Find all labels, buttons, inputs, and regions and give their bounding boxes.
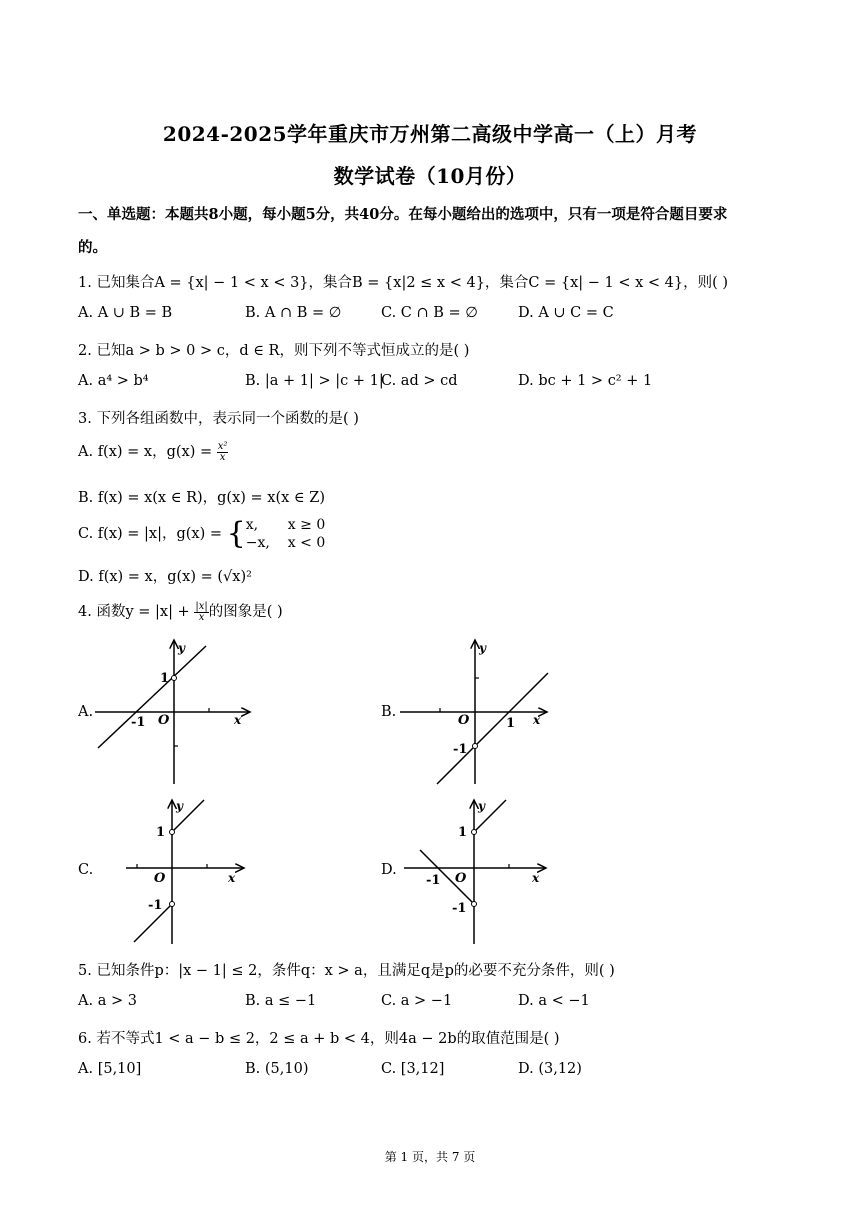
q3-a-denominator: x: [219, 451, 226, 463]
q2-option-d: D. bc + 1 > c² + 1: [518, 373, 653, 389]
section-header: 一、单选题：本题共8小题，每小题5分，共40分。在每小题给出的选项中，只有一项是符合题目要求: [78, 206, 728, 223]
q1-option-a: A. A ∪ B = B: [78, 305, 173, 321]
hollow-point: [473, 744, 478, 749]
q2-stem: 2. 已知a > b > 0 > c，d ∈ R，则下列不等式恒成立的是( ): [78, 343, 470, 359]
hollow-point-lower: [170, 902, 175, 907]
q4-stem-post: 的图象是( ): [208, 604, 283, 620]
tick-label-minus-1: -1: [148, 898, 163, 913]
q1-option-d: D. A ∪ C = C: [518, 305, 614, 321]
axis-label-y: y: [479, 641, 486, 655]
axis-label-x: x: [228, 871, 236, 885]
q3-option-c: [78, 516, 325, 552]
hollow-point-upper: [170, 830, 175, 835]
page-footer: 第 1 页，共 7 页: [384, 1150, 476, 1164]
q3-option-b: B. f(x) = x(x ∈ R)，g(x) = x(x ∈ Z): [78, 490, 325, 506]
q2-option-a: A. a⁴ > b⁴: [78, 373, 149, 389]
q3-c-cond-col: [288, 516, 325, 552]
q4-stem-fraction: [194, 602, 208, 623]
q3-a-numerator: x²: [217, 440, 228, 452]
q1-option-c: C. C ∩ B = ∅: [381, 305, 478, 321]
tick-label-minus-1: -1: [131, 715, 146, 730]
q2-option-c: C. ad > cd: [381, 373, 458, 389]
q4-graph-a: [90, 636, 260, 786]
tick-label-1: 1: [160, 671, 170, 686]
q4-denominator: x: [198, 611, 205, 623]
q5-stem: 5. 已知条件p：|x − 1| ≤ 2，条件q：x > a，且满足q是p的必要不充分条件，则( ): [78, 963, 615, 979]
axis-label-y: y: [178, 641, 185, 655]
tick-label-minus-1: -1: [453, 742, 468, 757]
q4-label-c: C.: [78, 862, 94, 878]
origin-label: O: [458, 713, 470, 728]
hollow-point: [172, 676, 177, 681]
tick-label-1: 1: [458, 825, 468, 840]
axis-label-x: x: [532, 871, 540, 885]
exam-subtitle: 数学试卷（10月份）: [333, 164, 527, 188]
hollow-point-lower: [472, 902, 477, 907]
q1-option-b: B. A ∩ B = ∅: [245, 305, 342, 321]
q4-numerator: |x|: [195, 600, 208, 612]
q6-stem: 6. 若不等式1 < a − b ≤ 2，2 ≤ a + b < 4，则4a − 2b的取值范围是( ): [78, 1031, 560, 1047]
tick-label-1: 1: [156, 825, 166, 840]
q3-stem: 3. 下列各组函数中，表示同一个函数的是( ): [78, 411, 359, 427]
q4-graph-c: [120, 794, 250, 946]
q4-label-b: B.: [381, 704, 397, 720]
q3-c-expr-col: [246, 516, 270, 552]
q4-stem-pre: 4. 函数y = |x| +: [78, 604, 195, 620]
q4-stem: [78, 600, 283, 623]
q4-label-d: D.: [381, 862, 397, 878]
q6-option-d: D. (3,12): [518, 1061, 582, 1077]
axis-label-y: y: [176, 799, 183, 813]
q3-option-a-fraction: [217, 442, 229, 463]
q5-option-d: D. a < −1: [518, 993, 590, 1009]
q3-c-case1-expr: x,: [245, 517, 259, 533]
q3-option-d: D. f(x) = x，g(x) = (√x)²: [78, 569, 252, 585]
q4-graph-b: [395, 636, 565, 786]
tick-label-1: 1: [506, 716, 516, 731]
tick-label-minus-1-x: -1: [426, 873, 441, 888]
q2-option-b: B. |a + 1| > |c + 1|: [245, 373, 384, 389]
q4-graph-d: [400, 794, 555, 946]
q3-option-c-text: C. f(x) = |x|，g(x) =: [78, 526, 227, 542]
q3-c-case2-expr: −x,: [245, 535, 270, 551]
origin-label: O: [455, 871, 467, 886]
q6-option-a: A. [5,10]: [78, 1061, 142, 1077]
axis-label-y: y: [478, 799, 485, 813]
q6-option-c: C. [3,12]: [381, 1061, 445, 1077]
exam-title: 2024-2025学年重庆市万州第二高级中学高一（上）月考: [162, 122, 698, 146]
graph-line: [98, 646, 206, 748]
q1-stem: 1. 已知集合A = {x| − 1 < x < 3}，集合B = {x|2 ≤ x < 4}，集合C = {x| − 1 < x < 4}，则( ): [78, 275, 729, 291]
q3-c-case2-cond: x < 0: [287, 535, 326, 551]
q5-option-b: B. a ≤ −1: [245, 993, 317, 1009]
axis-label-x: x: [234, 713, 242, 727]
q3-c-brace: {: [226, 516, 246, 551]
q3-option-a-text: A. f(x) = x，g(x) =: [78, 444, 217, 460]
graph-line: [437, 673, 548, 784]
section-header-cont: 的。: [78, 239, 107, 256]
origin-label: O: [154, 871, 166, 886]
q6-option-b: B. (5,10): [245, 1061, 309, 1077]
q3-c-case1-cond: x ≥ 0: [287, 517, 326, 533]
hollow-point-upper: [472, 830, 477, 835]
q3-option-a: [78, 440, 228, 463]
q4-label-a: A.: [78, 704, 94, 720]
q5-option-c: C. a > −1: [381, 993, 453, 1009]
origin-label: O: [158, 713, 170, 728]
q5-option-a: A. a > 3: [78, 993, 137, 1009]
tick-label-minus-1-y: -1: [452, 901, 467, 916]
axis-label-x: x: [533, 713, 541, 727]
